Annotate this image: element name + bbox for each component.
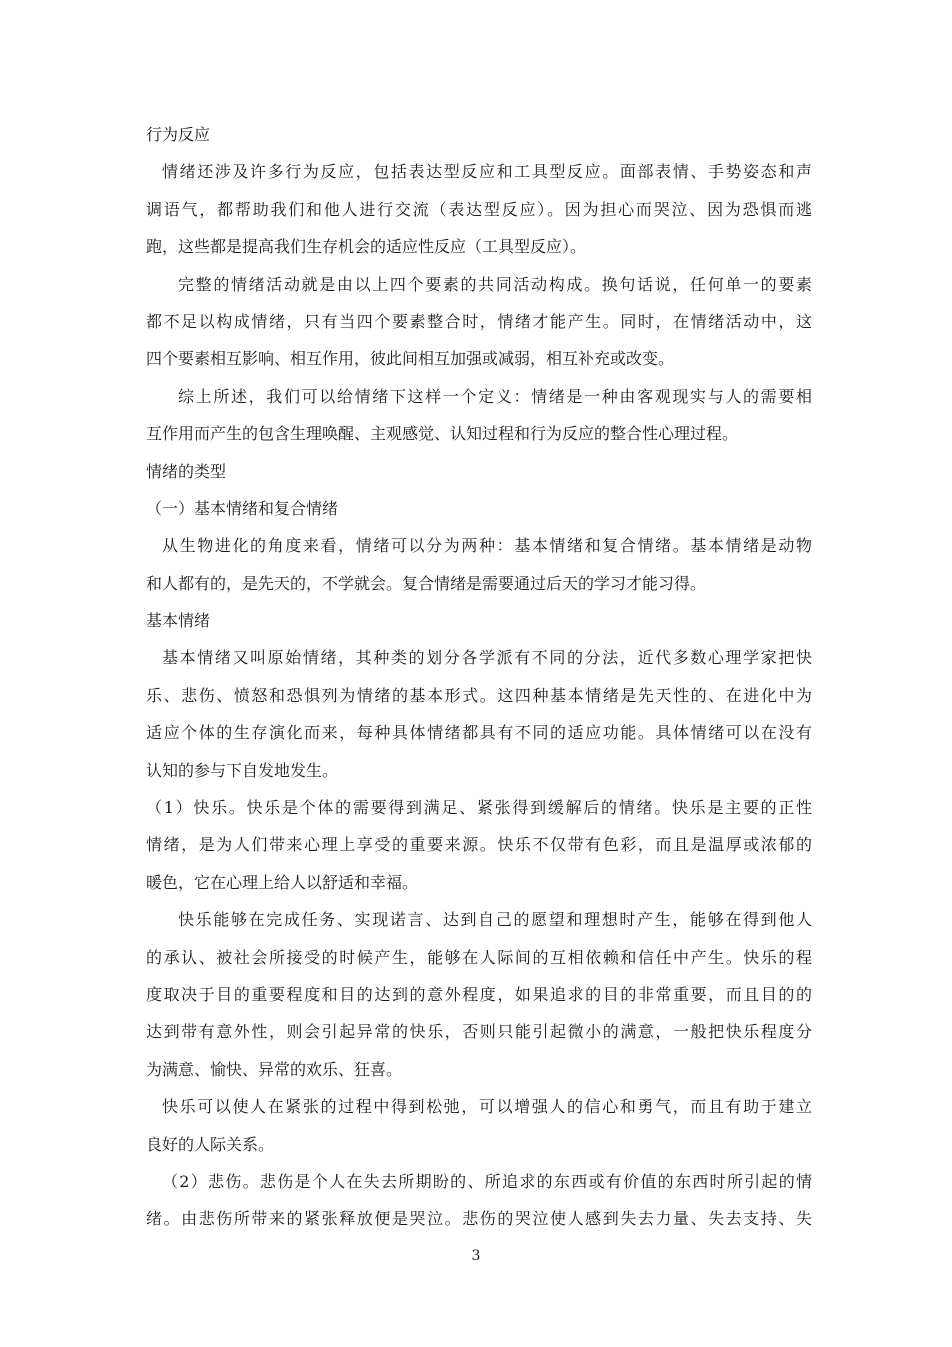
text-line: 度取决于目的重要程度和目的达到的意外程度，如果追求的目的非常重要，而且目的的: [146, 984, 812, 1004]
text-line: 为满意、愉快、异常的欢乐、狂喜。: [146, 1059, 403, 1079]
text-line: 调语气，都帮助我们和他人进行交流（表达型反应）。因为担心而哭泣、因为恐惧而逃: [146, 199, 812, 219]
text-line: 认知的参与下自发地发生。: [146, 760, 339, 780]
text-line: 情绪的类型: [146, 461, 227, 481]
text-line: 基本情绪: [146, 611, 211, 631]
text-line: 情绪，是为人们带来心理上享受的重要来源。快乐不仅带有色彩，而且是温厚或浓郁的: [146, 835, 812, 855]
text-line: 快乐能够在完成任务、实现诺言、达到自己的愿望和理想时产生，能够在得到他人: [178, 910, 812, 930]
text-line: 的承认、被社会所接受的时候产生，能够在人际间的互相依赖和信任中产生。快乐的程: [146, 947, 812, 967]
text-line: 四个要素相互影响、相互作用，彼此间相互加强或减弱，相互补充或改变。: [146, 349, 675, 369]
text-line: （一）基本情绪和复合情绪: [146, 498, 339, 518]
text-line: 基本情绪又叫原始情绪，其种类的划分各学派有不同的分法，近代多数心理学家把快: [162, 648, 812, 668]
text-line: 适应个体的生存演化而来，每种具体情绪都具有不同的适应功能。具体情绪可以在没有: [146, 723, 812, 743]
text-line: 良好的人际关系。: [146, 1134, 275, 1154]
text-line: 综上所述，我们可以给情绪下这样一个定义：情绪是一种由客观现实与人的需要相: [178, 386, 812, 406]
text-line: 互作用而产生的包含生理唤醒、主观感觉、认知过程和行为反应的整合性心理过程。: [146, 424, 739, 444]
text-line: 快乐可以使人在紧张的过程中得到松弛，可以增强人的信心和勇气，而且有助于建立: [162, 1097, 812, 1117]
text-line: 和人都有的，是先天的，不学就会。复合情绪是需要通过后天的学习才能习得。: [146, 573, 707, 593]
text-line: 绪。由悲伤所带来的紧张释放便是哭泣。悲伤的哭泣使人感到失去力量、失去支持、失: [146, 1209, 812, 1229]
body-text: [146, 116, 812, 1238]
text-line: （2）悲伤。悲伤是个人在失去所期盼的、所追求的东西或有价值的东西时所引起的情: [162, 1171, 812, 1191]
page-number: 3: [471, 1248, 481, 1264]
text-line: （1）快乐。快乐是个体的需要得到满足、紧张得到缓解后的情绪。快乐是主要的正性: [146, 798, 812, 818]
text-line: 达到带有意外性，则会引起异常的快乐，否则只能引起微小的满意，一般把快乐程度分: [146, 1022, 812, 1042]
text-line: 行为反应: [146, 125, 211, 144]
text-line: 情绪还涉及许多行为反应，包括表达型反应和工具型反应。面部表情、手势姿态和声: [162, 162, 812, 182]
text-line: 暖色，它在心理上给人以舒适和幸福。: [146, 872, 419, 892]
text-line: 完整的情绪活动就是由以上四个要素的共同活动构成。换句话说，任何单一的要素: [178, 274, 812, 294]
text-line: 都不足以构成情绪，只有当四个要素整合时，情绪才能产生。同时，在情绪活动中，这: [146, 311, 812, 331]
text-line: 跑，这些都是提高我们生存机会的适应性反应（工具型反应）。: [146, 237, 587, 257]
text-line: 从生物进化的角度来看，情绪可以分为两种：基本情绪和复合情绪。基本情绪是动物: [162, 536, 812, 556]
text-line: 乐、悲伤、愤怒和恐惧列为情绪的基本形式。这四种基本情绪是先天性的、在进化中为: [146, 685, 812, 705]
